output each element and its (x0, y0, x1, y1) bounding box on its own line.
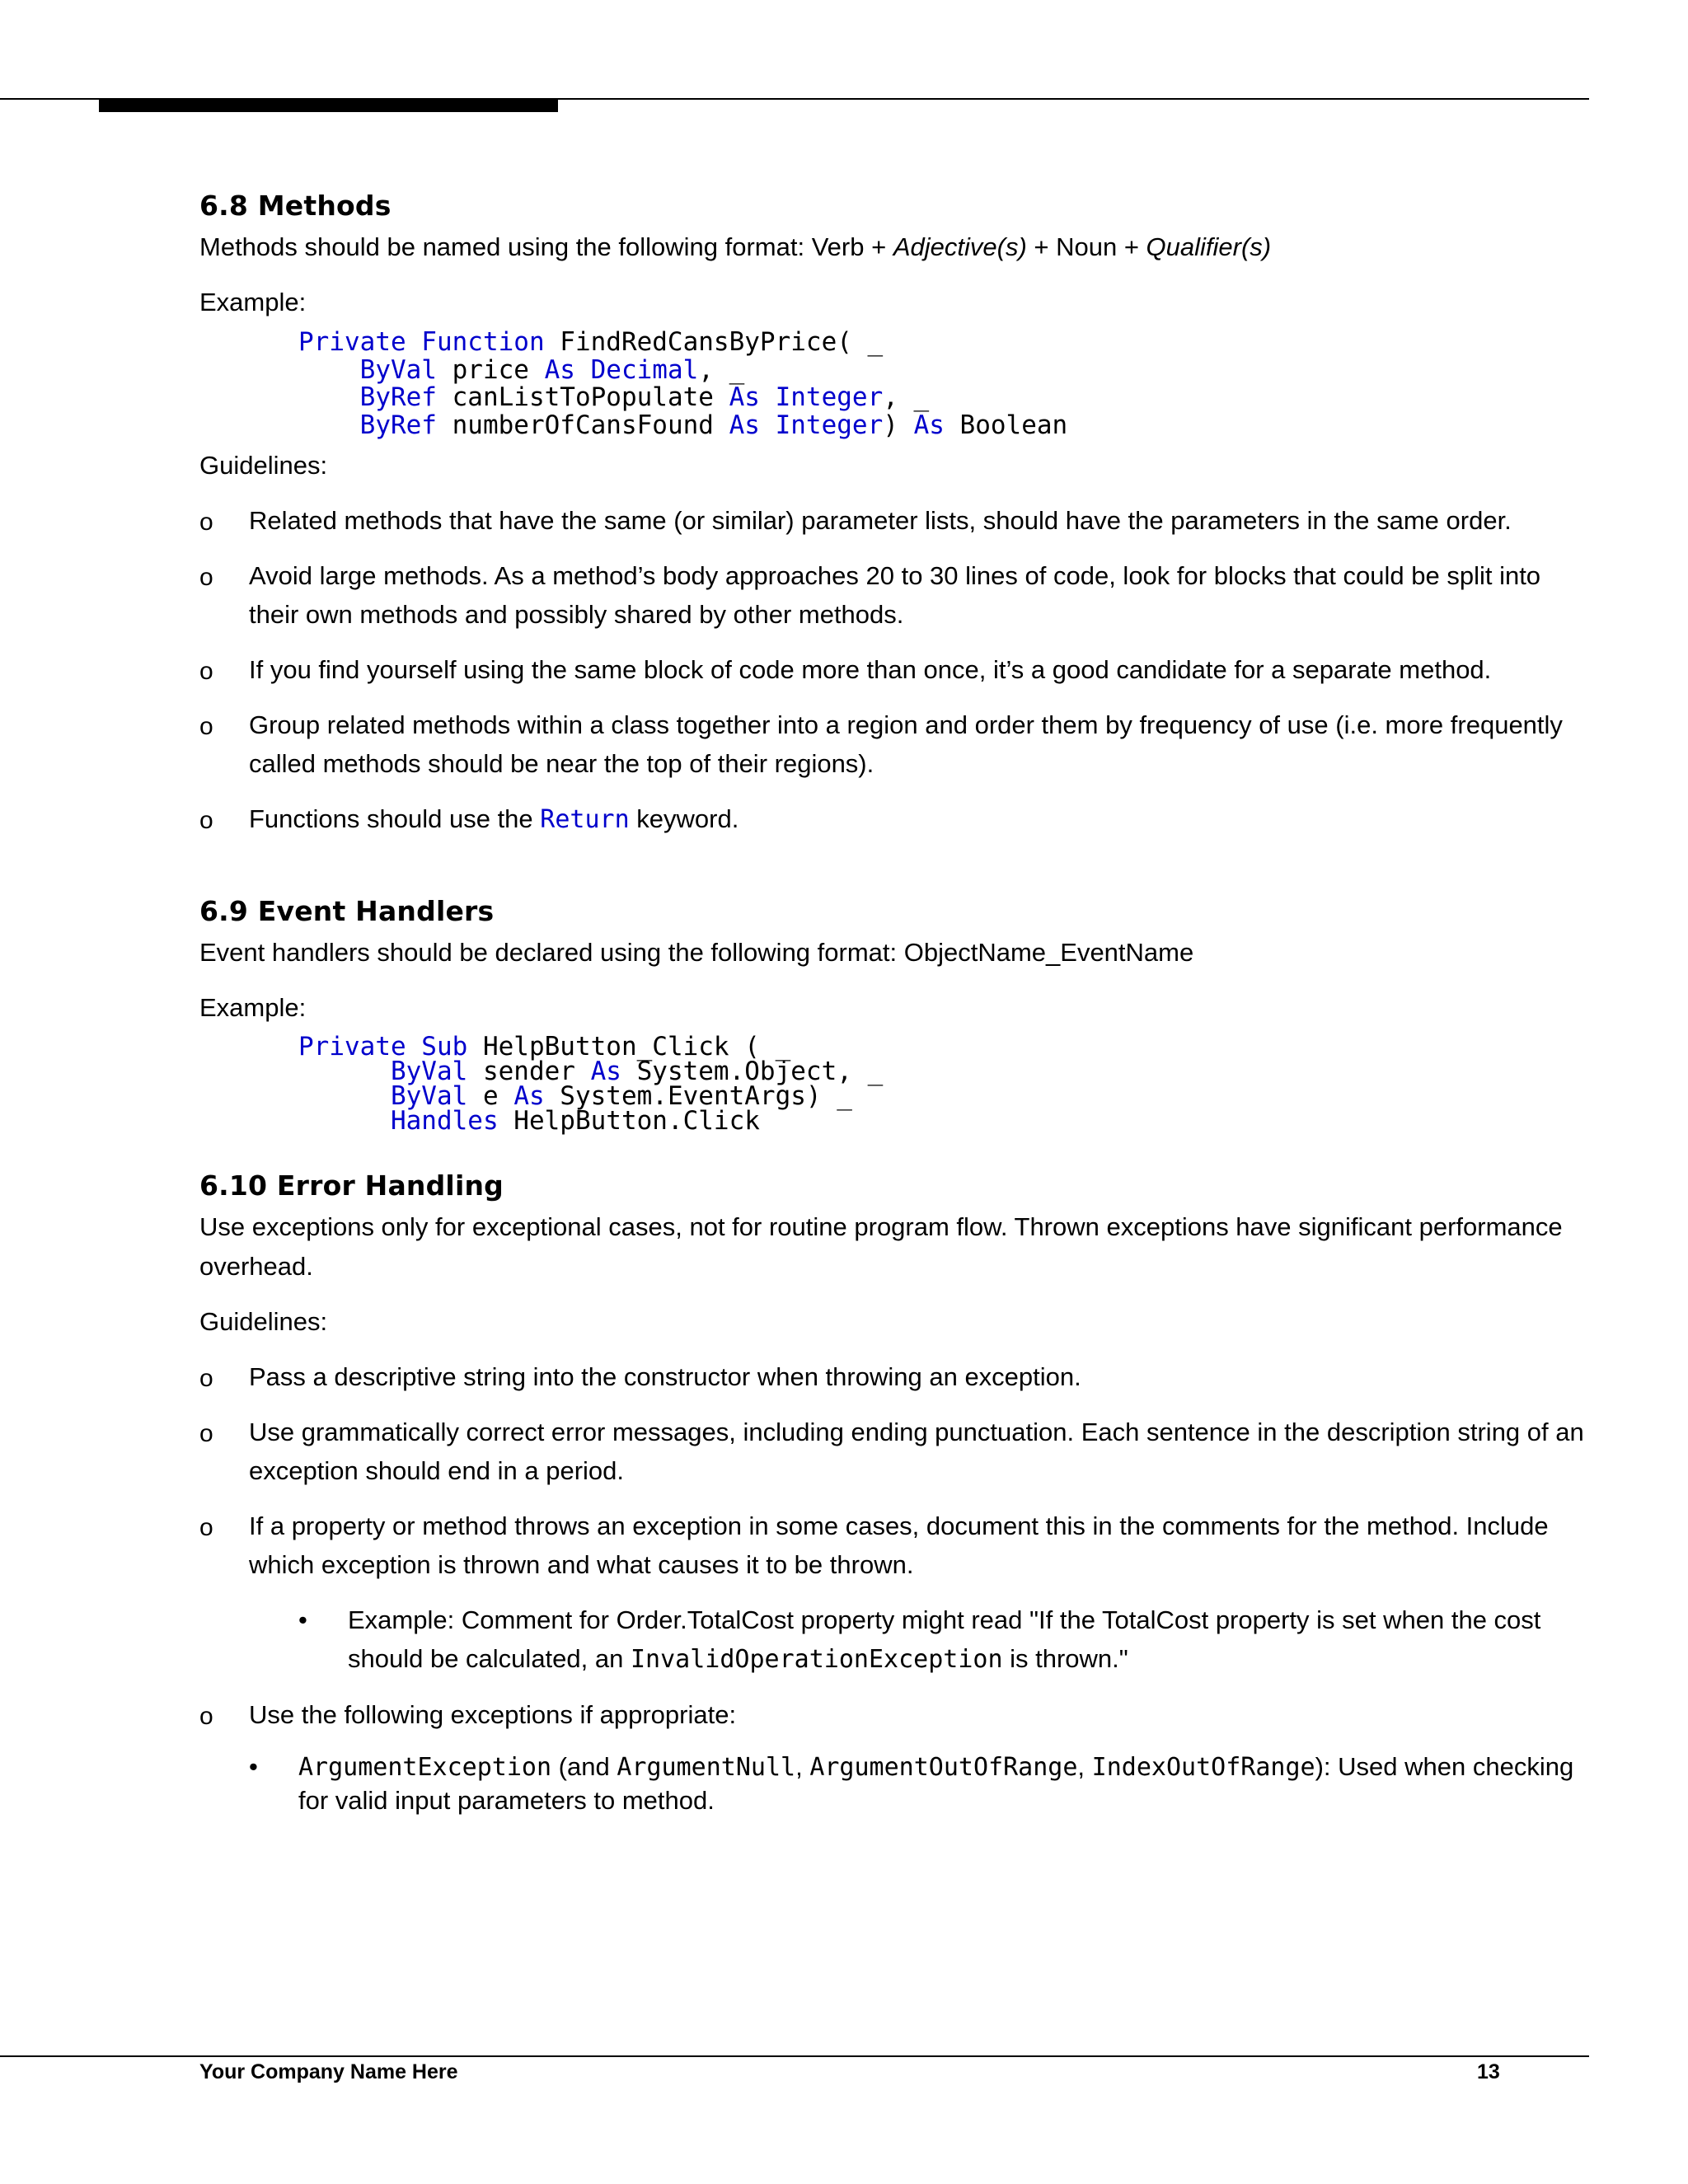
section-title: 6.8 Methods (199, 190, 392, 222)
event-handlers-intro: Event handlers should be declared using the following format: ObjectName_EventName (199, 938, 1194, 967)
item-text: ): Used when checking for valid input parameters to method. (298, 1752, 1574, 1815)
bullet-icon: • (249, 1752, 258, 1781)
list-item-text: Avoid large methods. As a method’s body approaches 20 to 30 lines of code, look for blocks that could be split into their own methods and possibly shared by other methods. (249, 561, 1541, 629)
intro-text: Methods should be named using the following format: Verb + (199, 232, 893, 261)
intro-italic: Adjective(s) (893, 232, 1027, 261)
exceptions-list-item (199, 1750, 1584, 1817)
code-keyword: ByVal (390, 1057, 468, 1086)
guidelines-list (199, 1357, 1584, 1734)
section-title: 6.9 Event Handlers (199, 895, 495, 927)
sub-item-text: Example: Comment for Order.TotalCost property might read "If the TotalCost property is set when the cost should be calculated, an (348, 1605, 1541, 1673)
code-keyword: As Integer (729, 382, 884, 412)
code-keyword: As Integer (729, 410, 884, 440)
code-text: e (467, 1081, 514, 1111)
list-item (199, 1695, 1584, 1734)
circle-bullet-icon: o (199, 1703, 213, 1730)
inline-code: ArgumentNull (617, 1753, 796, 1782)
list-item-text: Use grammatically correct error messages, including ending punctuation. Each sentence in the description string of an exception should end in a period. (249, 1418, 1584, 1485)
code-text (298, 355, 360, 385)
section-title: 6.10 Error Handling (199, 1169, 504, 1202)
inline-code: IndexOutOfRange (1091, 1753, 1315, 1782)
code-keyword: As (913, 410, 945, 440)
code-keyword: Private Function (298, 327, 545, 357)
item-text: (and (551, 1752, 617, 1781)
list-item (199, 799, 1584, 839)
code-text: HelpButton_Click ( _ (467, 1032, 791, 1062)
code-text: price (436, 354, 545, 385)
code-text: System.Object, _ (621, 1057, 884, 1086)
page-number: 13 (1477, 2060, 1500, 2083)
code-keyword: Handles (390, 1106, 499, 1136)
inline-code: ArgumentOutOfRange (809, 1753, 1078, 1782)
code-text (298, 1106, 391, 1136)
code-keyword: As Decimal (544, 354, 699, 385)
footer-rule (0, 2055, 1589, 2057)
intro-text: + Noun + (1026, 232, 1146, 261)
code-line (298, 1032, 1584, 1062)
circle-bullet-icon: o (199, 807, 213, 834)
inline-code: Return (540, 805, 630, 834)
code-keyword: Private Sub (298, 1032, 468, 1062)
code-line (298, 1059, 1584, 1084)
code-text: Boolean (944, 410, 1068, 440)
code-line (298, 412, 1584, 440)
code-text: ) (883, 410, 914, 440)
code-keyword: ByVal (390, 1081, 468, 1111)
code-line (298, 329, 1584, 357)
intro-italic: Qualifier(s) (1146, 232, 1272, 261)
guidelines-list (199, 501, 1584, 839)
inline-code: InvalidOperationException (630, 1645, 1003, 1674)
code-line (298, 1106, 1584, 1136)
code-line (298, 384, 1584, 412)
list-item (199, 501, 1584, 540)
inline-code: ArgumentException (298, 1753, 552, 1782)
section-error-handling (199, 1165, 1584, 1817)
header-bar (99, 100, 558, 112)
circle-bullet-icon: o (199, 713, 213, 740)
list-item-text: Pass a descriptive string into the constructor when throwing an exception. (249, 1362, 1081, 1391)
code-text: canListToPopulate (436, 382, 729, 412)
code-text: numberOfCansFound (436, 410, 729, 440)
code-keyword: As (513, 1081, 545, 1111)
code-text: , _ (698, 354, 745, 385)
code-block (298, 1032, 1584, 1136)
code-keyword: As (590, 1057, 621, 1086)
error-handling-intro: Use exceptions only for exceptional cases, not for routine program flow. Thrown exceptions have significant performance overhead. (199, 1212, 1563, 1281)
example-label: Example: (199, 288, 307, 316)
code-text (298, 382, 360, 412)
list-item-text: Use the following exceptions if appropriate: (249, 1700, 737, 1729)
list-item-text: If you find yourself using the same block of code more than once, it’s a good candidate for a separate method. (249, 655, 1492, 684)
code-keyword: ByVal (359, 354, 437, 385)
guidelines-label: Guidelines: (199, 451, 328, 480)
list-item (199, 650, 1584, 689)
circle-bullet-icon: o (199, 1420, 213, 1447)
code-text: HelpButton.Click (498, 1106, 760, 1136)
list-item-text: Functions should use the (249, 804, 541, 833)
item-text: , (1077, 1752, 1092, 1781)
list-item (199, 705, 1584, 783)
list-item (199, 1413, 1584, 1490)
code-line (298, 354, 1584, 385)
list-item-text: keyword. (629, 804, 739, 833)
code-text: sender (467, 1057, 591, 1086)
bullet-icon: • (298, 1605, 307, 1634)
code-keyword: ByRef (359, 382, 437, 412)
page-content (199, 185, 1584, 1817)
item-text: , (795, 1752, 810, 1781)
list-item (199, 1507, 1584, 1679)
code-text (298, 410, 360, 440)
footer-company: Your Company Name Here (199, 2060, 458, 2083)
code-text: System.EventArgs) _ (544, 1081, 852, 1111)
code-text: FindRedCansByPrice( _ (544, 327, 884, 357)
circle-bullet-icon: o (199, 1514, 213, 1541)
code-line (298, 1081, 1584, 1111)
code-block (298, 329, 1584, 439)
section-event-handlers (199, 890, 1584, 1136)
list-item (199, 1357, 1584, 1396)
code-text: , _ (883, 382, 930, 412)
guidelines-label: Guidelines: (199, 1307, 328, 1336)
list-item-text: Group related methods within a class together into a region and order them by frequency of use (i.e. more frequently called methods should be near the top of their regions). (249, 710, 1563, 778)
sub-item-text: is thrown." (1002, 1644, 1128, 1673)
circle-bullet-icon: o (199, 509, 213, 536)
sub-list-item (199, 1601, 1584, 1679)
list-item-text: If a property or method throws an exception in some cases, document this in the comments for the method. Include which exception is thrown and what causes it to be thrown. (249, 1511, 1549, 1579)
list-item-text: Related methods that have the same (or similar) parameter lists, should have the parameters in the same order. (249, 506, 1512, 535)
circle-bullet-icon: o (199, 658, 213, 685)
methods-intro (199, 227, 1584, 267)
circle-bullet-icon: o (199, 564, 213, 591)
circle-bullet-icon: o (199, 1365, 213, 1392)
section-methods (199, 185, 1584, 839)
list-item (199, 556, 1584, 634)
example-label: Example: (199, 993, 307, 1022)
code-keyword: ByRef (359, 410, 437, 440)
